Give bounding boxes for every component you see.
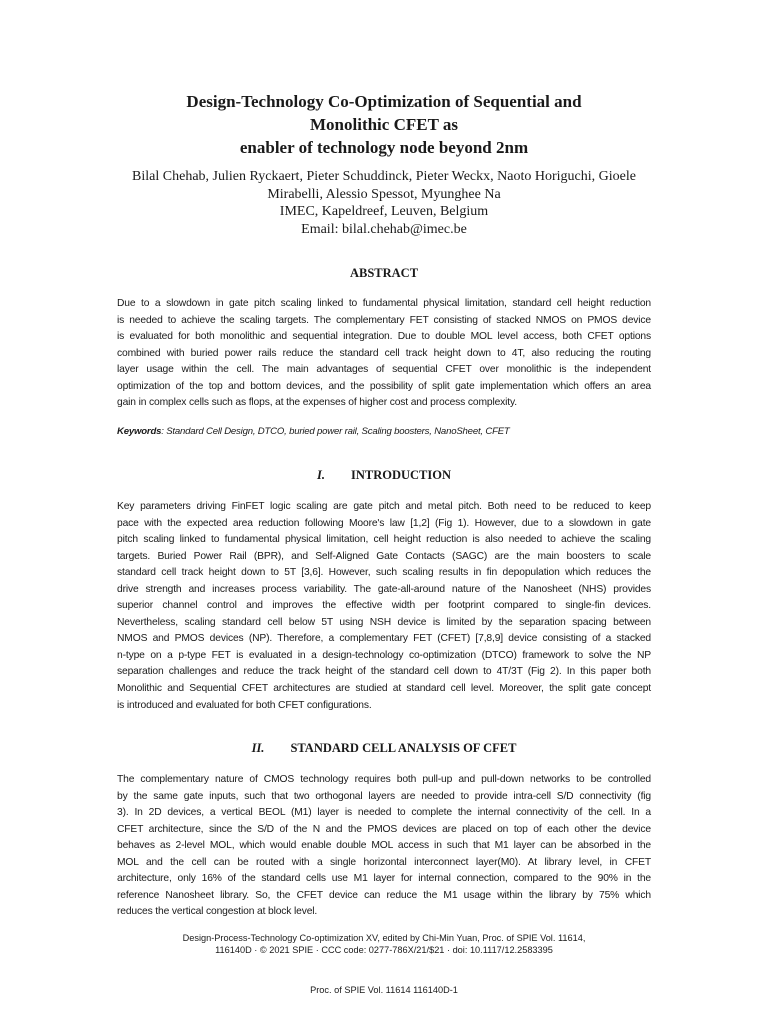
- analysis-line: behaves as 2-level MOL, which would enable double MOL access in such that M1 layer can be absorbed in the: [117, 840, 651, 852]
- intro-line: pitch scaling linked to fundamental physical limitation, cell height reduction is also needed to achieve the scaling: [117, 534, 651, 546]
- analysis-line: by the same gate inputs, such that two orthogonal layers are needed to provide intra-cell S/D connectivity (fig: [117, 790, 651, 802]
- analysis-line: 3). In 2D devices, a vertical BEOL (M1) layer is needed to complete the internal connectivity of the cell. In a: [117, 807, 651, 819]
- abstract-heading: ABSTRACT: [349, 266, 419, 280]
- section-2-heading: [0, 740, 768, 756]
- analysis-line: MOL and the cell can be routed with a single horizontal interconnect layer(M0). At library level, in CFET: [117, 856, 651, 868]
- intro-line: superior channel control and improves the effective width per footprint compared to single-fin devices.: [117, 600, 651, 612]
- affiliation: IMEC, Kapeldreef, Leuven, Belgium: [279, 204, 489, 219]
- title-line-2: Monolithic CFET as: [310, 115, 458, 134]
- intro-line: drive strength and increases process variability. The gate-all-around nature of the Nanosheet (NHS) provides: [117, 583, 651, 595]
- intro-line: n-type on a p-type FET is evaluated in a design-technology co-optimization (DTCO) framework to solve the NP: [117, 649, 651, 661]
- authors-line-1: Bilal Chehab, Julien Ryckaert, Pieter Schuddinck, Pieter Weckx, Naoto Horiguchi, Gioele: [132, 169, 636, 184]
- intro-line: is introduced and evaluated for both CFET configurations.: [117, 699, 372, 711]
- intro-line: Nevertheless, scaling standard cell below 5T using NSH device is limited by the separation spacing between: [117, 616, 651, 628]
- analysis-line: reference Nanosheet library. So, the CFET device can reduce the M1 usage within the library by 75% which: [117, 889, 651, 901]
- footer-line-1: Design-Process-Technology Co-optimization XV, edited by Chi-Min Yuan, Proc. of SPIE Vol. 11614,: [182, 933, 586, 943]
- section-1-title: INTRODUCTION: [350, 468, 451, 482]
- analysis-line: reduces the vertical congestion at block level.: [117, 906, 318, 918]
- abstract-line: is evaluated for both monolithic and sequential integration. Due to double MOL level access, both CFET options: [117, 331, 651, 343]
- introduction-paragraph: [117, 499, 651, 714]
- intro-line: separation challenges and reduce the track height of the standard cell down to 4T/3T (Fig 2). In this paper both: [117, 666, 651, 678]
- section-2-title: STANDARD CELL ANALYSIS OF CFET: [290, 741, 517, 755]
- author-email: Email: bilal.chehab@imec.be: [301, 221, 467, 237]
- section-1-heading: [0, 467, 768, 483]
- abstract-paragraph: [117, 296, 651, 412]
- intro-line: Monolithic and Sequential CFET architectures are studied at standard cell level. Moreover, the split gate concept: [117, 683, 651, 695]
- abstract-line: combined with buried power rails reduce the standard cell track height down to 4T, also reducing the routing: [117, 347, 651, 359]
- abstract-line: layer usage within the cell. The main advantages of sequential CFET over monolithic is the independent: [117, 364, 651, 376]
- intro-line: pace with the expected area reduction following Moore's law [1,2] (Fig 1). However, due to a slowdown in gate: [117, 517, 651, 529]
- analysis-line: The complementary nature of CMOS technology requires both pull-up and pull-down networks to be controlled: [117, 774, 651, 785]
- page-number: Proc. of SPIE Vol. 11614 116140D-1: [310, 985, 458, 995]
- keywords-label: Keywords: [117, 426, 162, 437]
- footer-line-2: 116140D · © 2021 SPIE · CCC code: 0277-786X/21/$21 · doi: 10.1117/12.2583395: [215, 944, 553, 955]
- intro-line: targets. Buried Power Rail (BPR), and Self-Aligned Gate Contacts (SAGC) are the main boosters to scale: [117, 550, 651, 562]
- intro-line: Key parameters driving FinFET logic scaling are gate pitch and metal pitch. Both need to be reduced to keep: [117, 501, 651, 512]
- keywords: [117, 425, 651, 439]
- abstract-line: Due to a slowdown in gate pitch scaling linked to fundamental physical limitation, standard cell height reduction: [117, 298, 651, 309]
- title-line-1: Design-Technology Co-Optimization of Sequential and: [186, 92, 582, 111]
- section-1-number: I.: [316, 468, 325, 482]
- author-block: [0, 168, 768, 238]
- intro-line: NMOS and PMOS devices (NP). Therefore, a complementary FET (CFET) [7,8,9] device consisting of a stacked: [117, 633, 651, 645]
- publication-footer: [0, 933, 768, 956]
- analysis-line: CFET architecture, since the S/D of the N and the PMOS devices are placed on top of each other the device: [117, 823, 651, 835]
- abstract-line: is needed to achieve the scaling targets. The complementary FET consisting of stacked NMOS on PMOS device: [117, 314, 651, 326]
- intro-line: standard cell track height down to 5T [3,6]. However, such scaling results in fin depopulation which reduces the: [117, 567, 651, 579]
- section-2-number: II.: [251, 741, 265, 755]
- cell-analysis-paragraph: [117, 772, 651, 921]
- abstract-line: optimization of the top and bottom devices, and the possibility of split gate implementation which offers an area: [117, 380, 651, 392]
- authors-line-2: Mirabelli, Alessio Spessot, Myunghee Na: [267, 186, 501, 202]
- analysis-line: architecture, only 16% of the standard cells use M1 layer for internal connection, compared to the 90% in the: [117, 873, 651, 885]
- abstract-line: gain in complex cells such as flops, at the expenses of higher cost and process complexity.: [117, 397, 517, 409]
- paper-title: [0, 90, 768, 159]
- keywords-text: : Standard Cell Design, DTCO, buried power rail, Scaling boosters, NanoSheet, CFET: [161, 426, 510, 437]
- title-line-3: enabler of technology node beyond 2nm: [239, 138, 529, 157]
